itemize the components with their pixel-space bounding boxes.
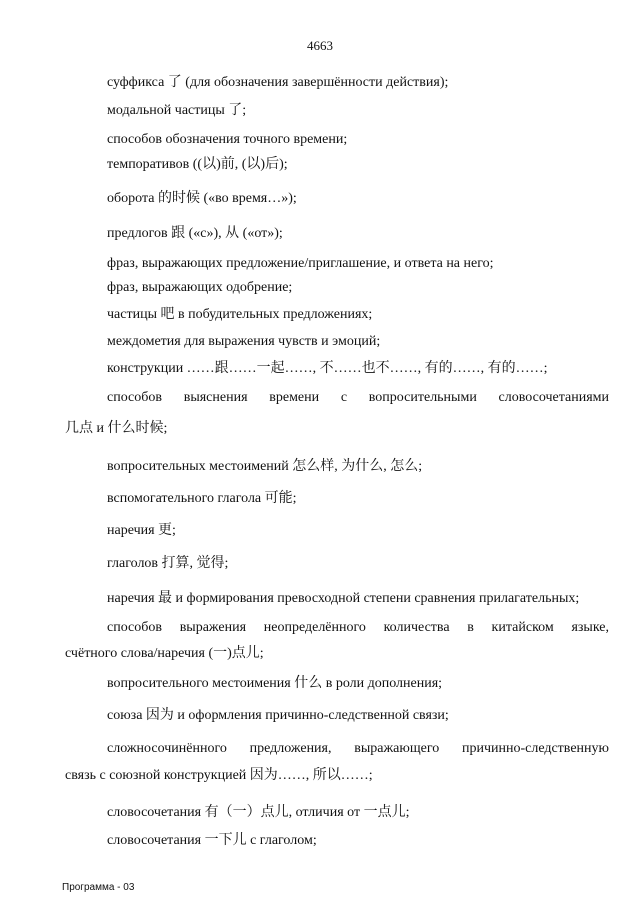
list-item: наречия 最 и формирования превосходной степени сравнения прилагательных; bbox=[107, 591, 580, 606]
list-item: суффикса 了 (для обозначения завершённости действия); bbox=[107, 75, 449, 90]
page-number: 4663 bbox=[307, 38, 333, 53]
list-item: словосочетания 有（一）点儿, отличия от 一点儿; bbox=[107, 805, 410, 820]
page-footer: Программа - 03 bbox=[62, 882, 135, 893]
list-item: конструкции ……跟……一起……, 不……也不……, 有的……, 有的……; bbox=[107, 361, 548, 376]
list-item: междометия для выражения чувств и эмоций; bbox=[107, 334, 381, 349]
list-item: союза 因为 и оформления причинно-следственной связи; bbox=[107, 708, 449, 723]
list-item: словосочетания 一下儿 с глаголом; bbox=[107, 833, 317, 848]
list-item: оборота 的时候 («во время…»); bbox=[107, 191, 297, 206]
list-item-continuation: счётного слова/наречия (一)点儿; bbox=[65, 646, 264, 661]
list-item: вопросительного местоимения 什么 в роли дополнения; bbox=[107, 676, 443, 691]
list-item-continuation: связь с союзной конструкцией 因为……, 所以……; bbox=[65, 768, 373, 783]
list-item: наречия 更; bbox=[107, 523, 176, 538]
list-item-continuation: 几点 и 什么时候; bbox=[65, 421, 168, 436]
list-item: способов выражения неопределённого количества в китайском языке, bbox=[107, 620, 609, 635]
list-item: фраз, выражающих предложение/приглашение, и ответа на него; bbox=[107, 256, 494, 271]
list-item: вопросительных местоимений 怎么样, 为什么, 怎么; bbox=[107, 459, 423, 474]
list-item: сложносочинённого предложения, выражающего причинно-следственную bbox=[107, 741, 609, 756]
list-item: вспомогательного глагола 可能; bbox=[107, 491, 297, 506]
list-item: предлогов 跟 («с»), 从 («от»); bbox=[107, 226, 283, 241]
list-item: способов выяснения времени с вопросительными словосочетаниями bbox=[107, 390, 609, 405]
list-item: темпоративов ((以)前, (以)后); bbox=[107, 157, 288, 172]
list-item: способов обозначения точного времени; bbox=[107, 132, 348, 147]
list-item: фраз, выражающих одобрение; bbox=[107, 280, 293, 295]
list-item: частицы 吧 в побудительных предложениях; bbox=[107, 307, 373, 322]
list-item: глаголов 打算, 觉得; bbox=[107, 556, 229, 571]
list-item: модальной частицы 了; bbox=[107, 103, 247, 118]
